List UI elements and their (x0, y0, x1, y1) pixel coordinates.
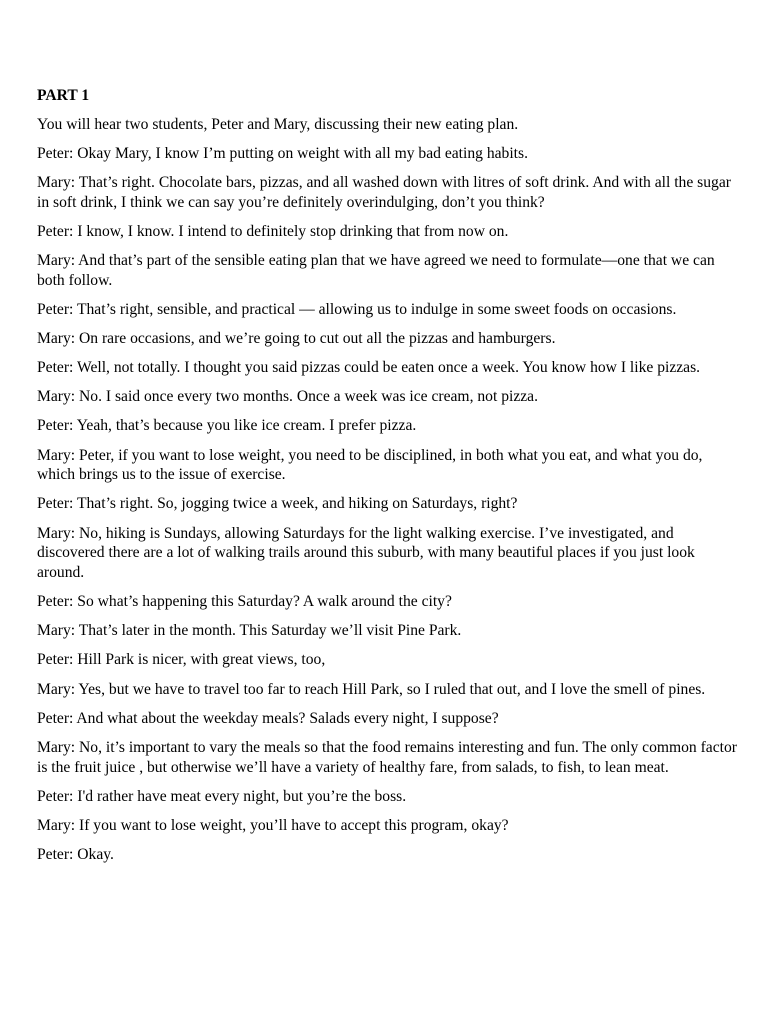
dialogue-line: Peter: Okay. (37, 846, 114, 864)
dialogue-line: Peter: I'd rather have meat every night, but you’re the boss. (37, 787, 407, 805)
dialogue-line: Peter: I know, I know. I intend to definitely stop drinking that from now on. (37, 222, 509, 240)
dialogue-line: Mary: No, it’s important to vary the meals so that the food remains interesting and fun. The only common factor is the fruit juice , but otherwise we’ll have a variety of healthy fare, from salads, to fish, to lean meat. (37, 738, 737, 776)
dialogue-line: Peter: Well, not totally. I thought you said pizzas could be eaten once a week. You know how I like pizzas. (37, 359, 701, 377)
dialogue-line: Mary: That’s right. Chocolate bars, pizzas, and all washed down with litres of soft drink. And with all the sugar in soft drink, I think we can say you’re definitely overindulging, don’t you think? (37, 173, 731, 211)
dialogue-line: Peter: And what about the weekday meals? Salads every night, I suppose? (37, 709, 499, 727)
dialogue-line: Peter: So what’s happening this Saturday? A walk around the city? (37, 593, 452, 610)
document-page (37, 86, 743, 874)
intro-paragraph: You will hear two students, Peter and Mary, discussing their new eating plan. (37, 115, 519, 133)
dialogue-line: Mary: If you want to lose weight, you’ll have to accept this program, okay? (37, 816, 509, 834)
dialogue-line: Mary: Peter, if you want to lose weight, you need to be disciplined, in both what you eat, and what you do, which brings us to the issue of exercise. (37, 446, 703, 484)
dialogue-line: Peter: That’s right, sensible, and practical — allowing us to indulge in some sweet foods on occasions. (37, 300, 677, 318)
dialogue-line: Mary: On rare occasions, and we’re going to cut out all the pizzas and hamburgers. (37, 329, 556, 347)
dialogue-line: Mary: And that’s part of the sensible eating plan that we have agreed we need to formulate—one that we can both follow. (37, 251, 715, 289)
dialogue-line: Peter: Yeah, that’s because you like ice cream. I prefer pizza. (37, 417, 417, 435)
dialogue-line: Peter: Hill Park is nicer, with great views, too, (37, 651, 326, 669)
dialogue-line: Peter: Okay Mary, I know I’m putting on weight with all my bad eating habits. (37, 144, 528, 162)
dialogue-line: Mary: Yes, but we have to travel too far to reach Hill Park, so I ruled that out, and I love the smell of pines. (37, 680, 706, 698)
dialogue-line: Mary: No. I said once every two months. Once a week was ice cream, not pizza. (37, 388, 538, 406)
dialogue-line: Mary: That’s later in the month. This Saturday we’ll visit Pine Park. (37, 622, 462, 640)
section-heading: PART 1 (37, 87, 90, 104)
dialogue-line: Mary: No, hiking is Sundays, allowing Saturdays for the light walking exercise. I’ve investigated, and discovered there are a lot of walking trails around this suburb, with many beautiful places if you just look around. (37, 524, 695, 581)
dialogue-line: Peter: That’s right. So, jogging twice a week, and hiking on Saturdays, right? (37, 495, 518, 513)
